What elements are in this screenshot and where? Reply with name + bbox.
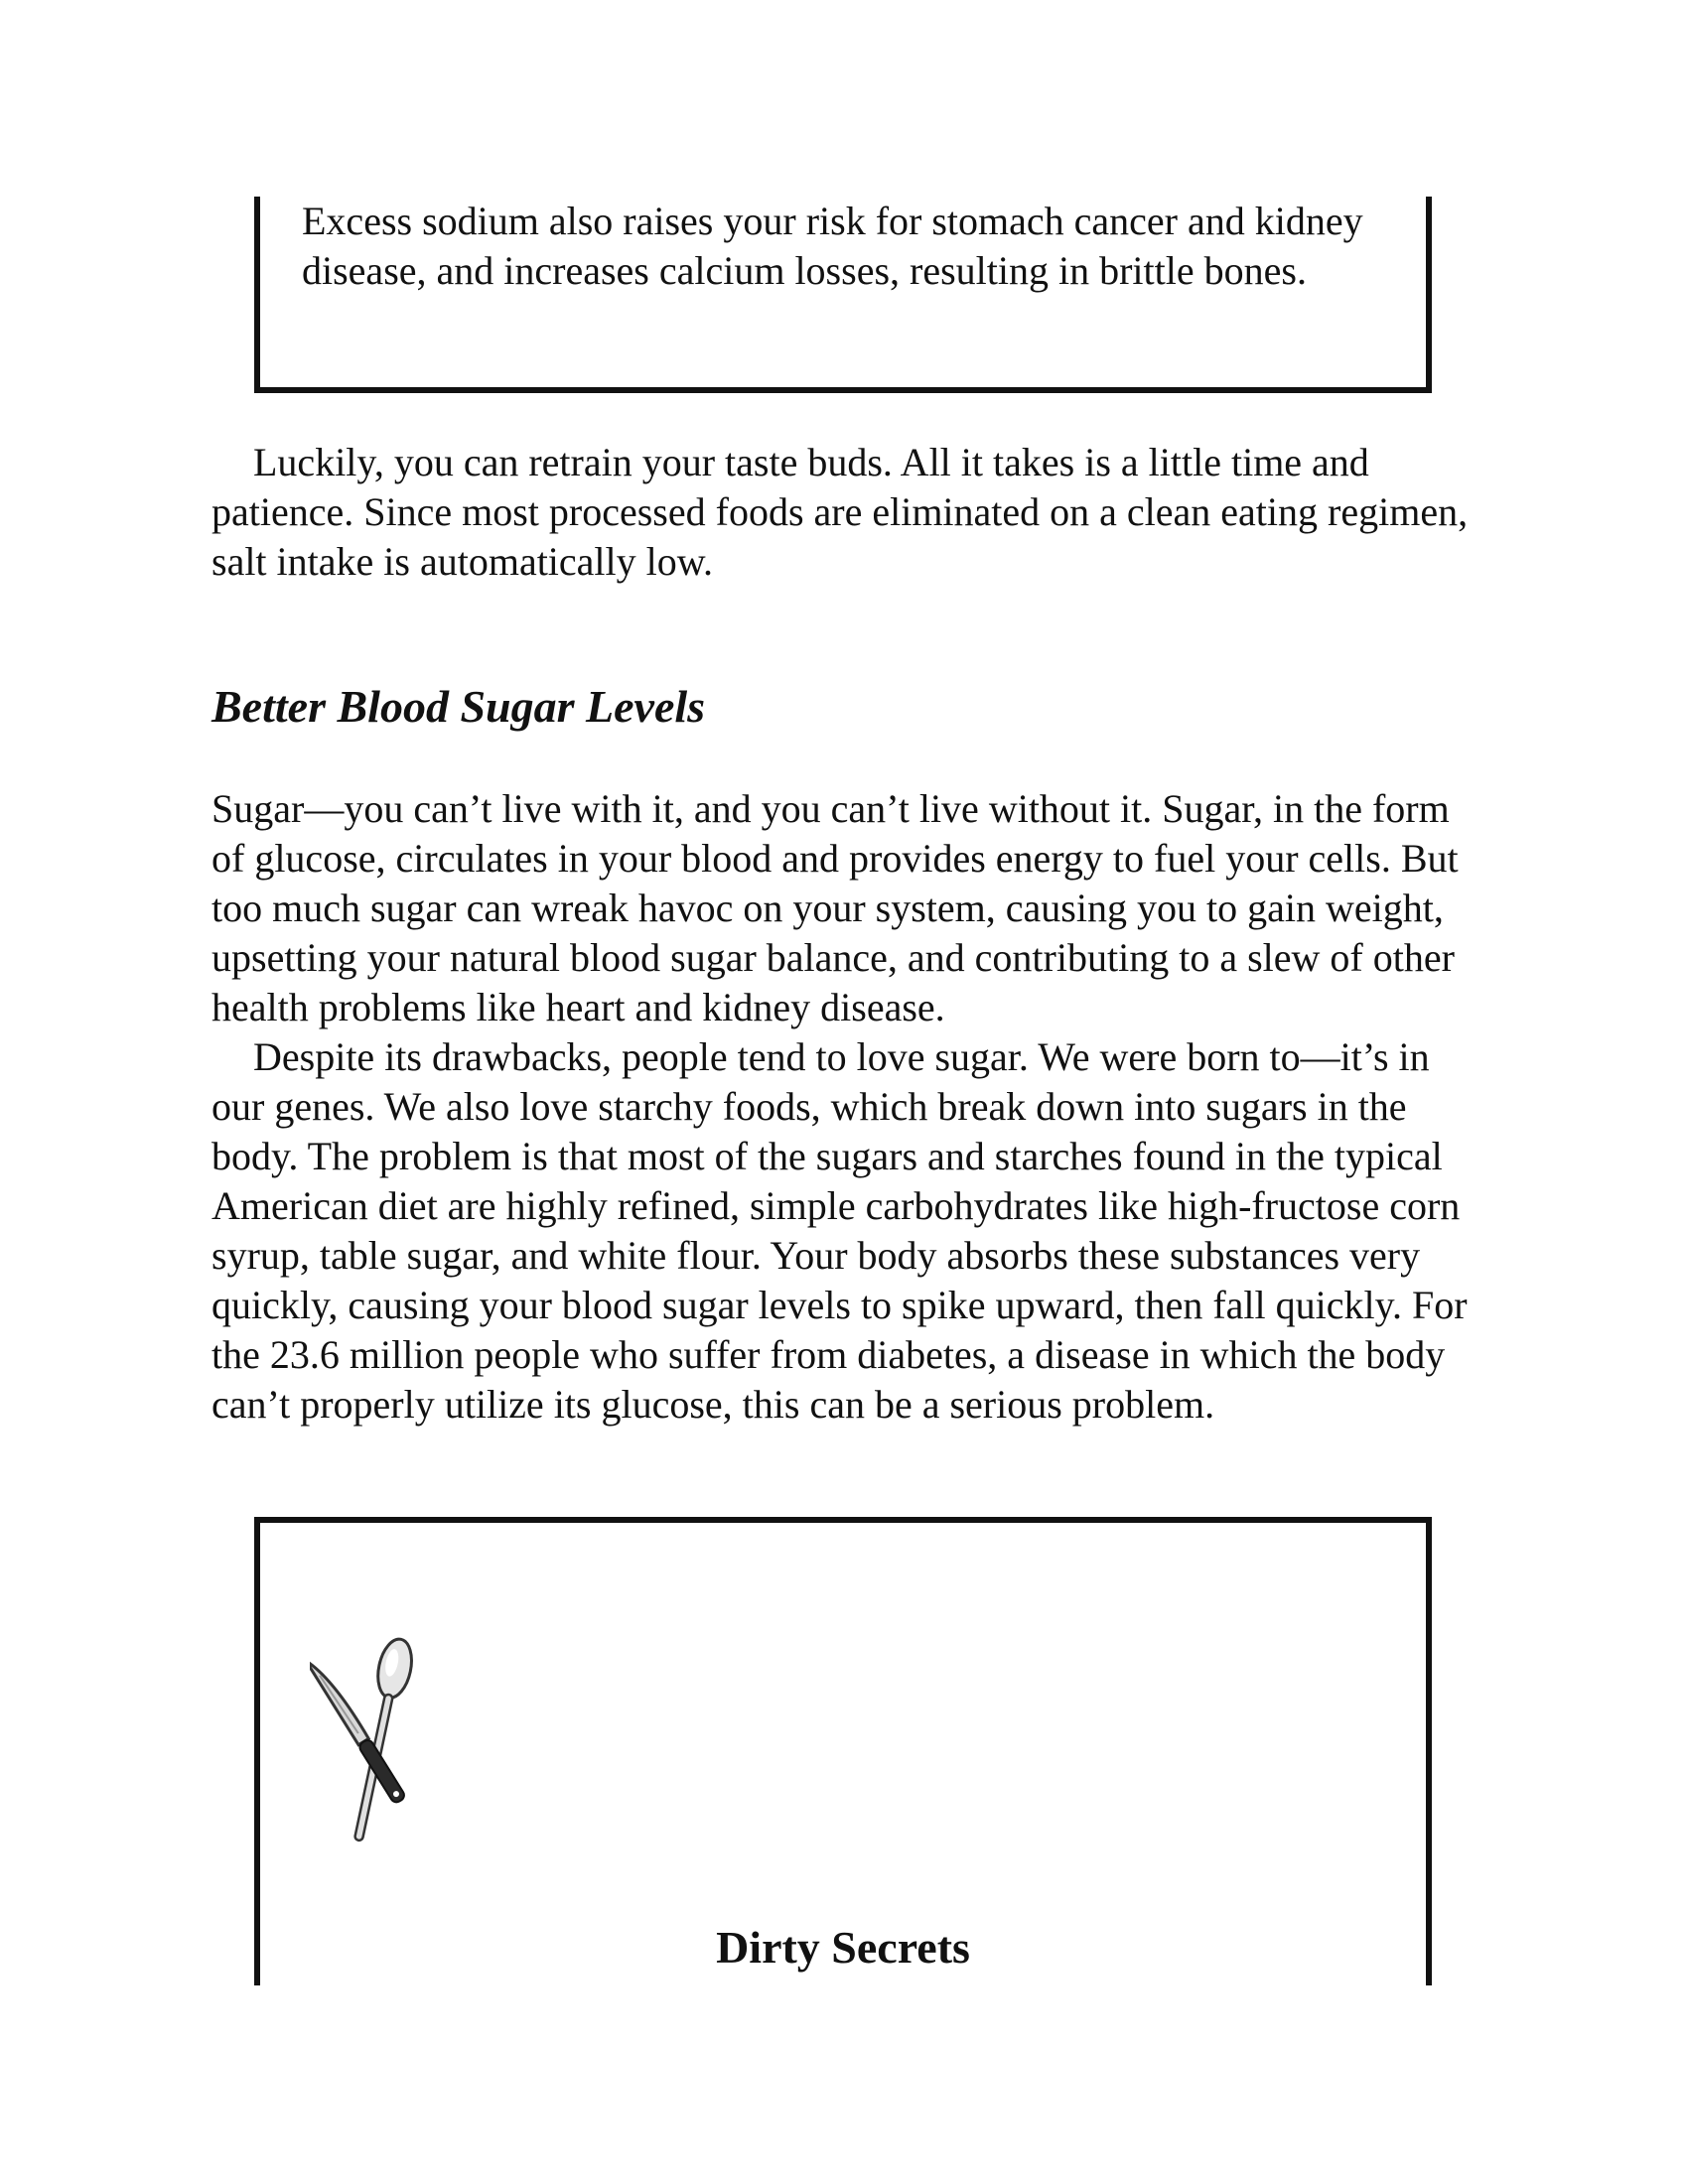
- paragraph-sugar: Sugar—you can’t live with it, and you can’t live without it. Sugar, in the form of glucose, circulates in your blood and provides energy to fuel your cells. But too much sugar can wreak havoc on your system, causing you to gain weight, upsetting your natural blood sugar balance, and contributing to a slew of other health problems like heart and kidney disease.: [211, 786, 1459, 1029]
- section-heading: Better Blood Sugar Levels: [211, 681, 706, 732]
- sidebar-box-sodium: [254, 197, 1432, 393]
- sidebar-title: Dirty Secrets: [716, 1922, 970, 1973]
- paragraph-luckily: Luckily, you can retrain your taste buds. All it takes is a little time and patience. Since most processed foods are eliminated on a clean eating regimen, salt intake is automatically low.: [211, 440, 1469, 584]
- knife-and-spoon-icon: [310, 1632, 419, 1850]
- sidebar-box-dirty-secrets: [254, 1517, 1432, 1985]
- paragraph-despite: Despite its drawbacks, people tend to love sugar. We were born to—it’s in our genes. We also love starchy foods, which break down into sugars in the body. The problem is that most of the sugars and starches found in the typical American diet are highly refined, simple carbohydrates like high-fructose corn syrup, table sugar, and white flour. Your body absorbs these substances very quickly, causing your blood sugar levels to spike upward, then fall quickly. For the 23.6 million people who suffer from diabetes, a disease in which the body can’t properly utilize its glucose, this can be a serious problem.: [211, 1034, 1468, 1427]
- sidebar-text: Excess sodium also raises your risk for stomach cancer and kidney disease, and increases calcium losses, resulting in brittle bones.: [302, 199, 1363, 293]
